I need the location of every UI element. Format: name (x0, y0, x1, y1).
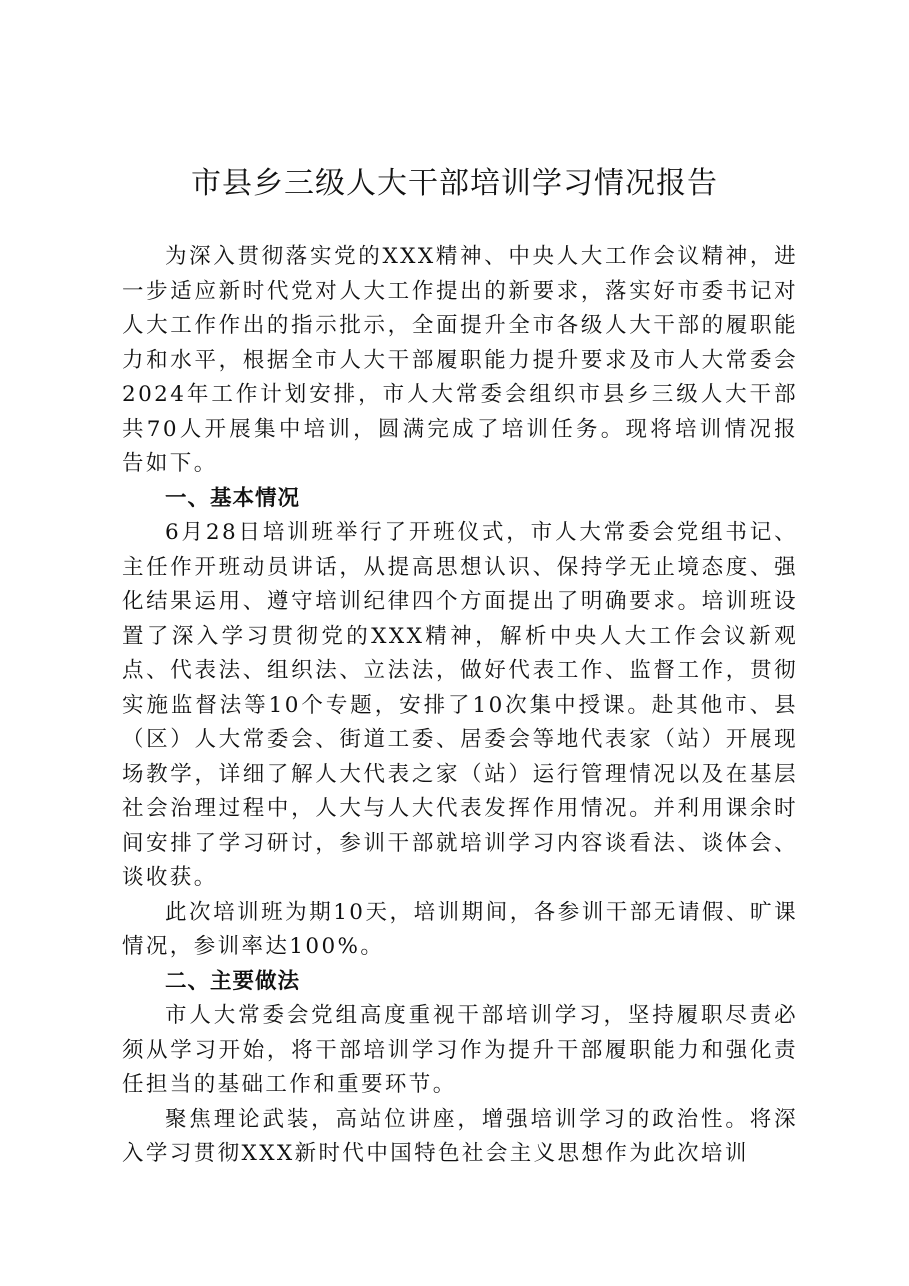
section1-paragraph-1: 6月28日培训班举行了开班仪式，市人大常委会党组书记、主任作开班动员讲话，从提高思想认识、保持学无止境态度、强化结果运用、遵守培训纪律四个方面提出了明确要求。培训班设置了深入学习贯彻党的XXX精神，解析中央人大工作会议新观点、代表法、组织法、立法法，做好代表工作、监督工作，贯彻实施监督法等10个专题，安排了10次集中授课。赴其他市、县（区）人大常委会、街道工委、居委会等地代表家（站）开展现场教学，详细了解人大代表之家（站）运行管理情况以及在基层社会治理过程中，人大与人大代表发挥作用情况。并利用课余时间安排了学习研讨，参训干部就培训学习内容谈看法、谈体会、谈收获。 (122, 520, 798, 890)
document-title: 市县乡三级人大干部培训学习情况报告 (191, 166, 718, 201)
section1-paragraph-2: 此次培训班为期10天，培训期间，各参训干部无请假、旷课情况，参训率达100%。 (122, 899, 798, 959)
section2-paragraph-1: 市人大常委会党组高度重视干部培训学习，坚持履职尽责必须从学习开始，将干部培训学习作为提升干部履职能力和强化责任担当的基础工作和重要环节。 (122, 1003, 798, 1097)
section-heading-main-practices: 二、主要做法 (165, 968, 301, 994)
document-body (122, 240, 798, 1172)
intro-paragraph: 为深入贯彻落实党的XXX精神、中央人大工作会议精神，进一步适应新时代党对人大工作提出的新要求，落实好市委书记对人大工作作出的指示批示，全面提升全市各级人大干部的履职能力和水平，根据全市人大干部履职能力提升要求及市人大常委会2024年工作计划安排，市人大常委会组织市县乡三级人大干部共70人开展集中培训，圆满完成了培训任务。现将培训情况报告如下。 (122, 244, 798, 476)
section2-paragraph-2: 聚焦理论武装，高站位讲座，增强培训学习的政治性。将深入学习贯彻XXX新时代中国特色社会主义思想作为此次培训 (122, 1106, 798, 1166)
section-heading-basic-situation: 一、基本情况 (165, 485, 301, 511)
